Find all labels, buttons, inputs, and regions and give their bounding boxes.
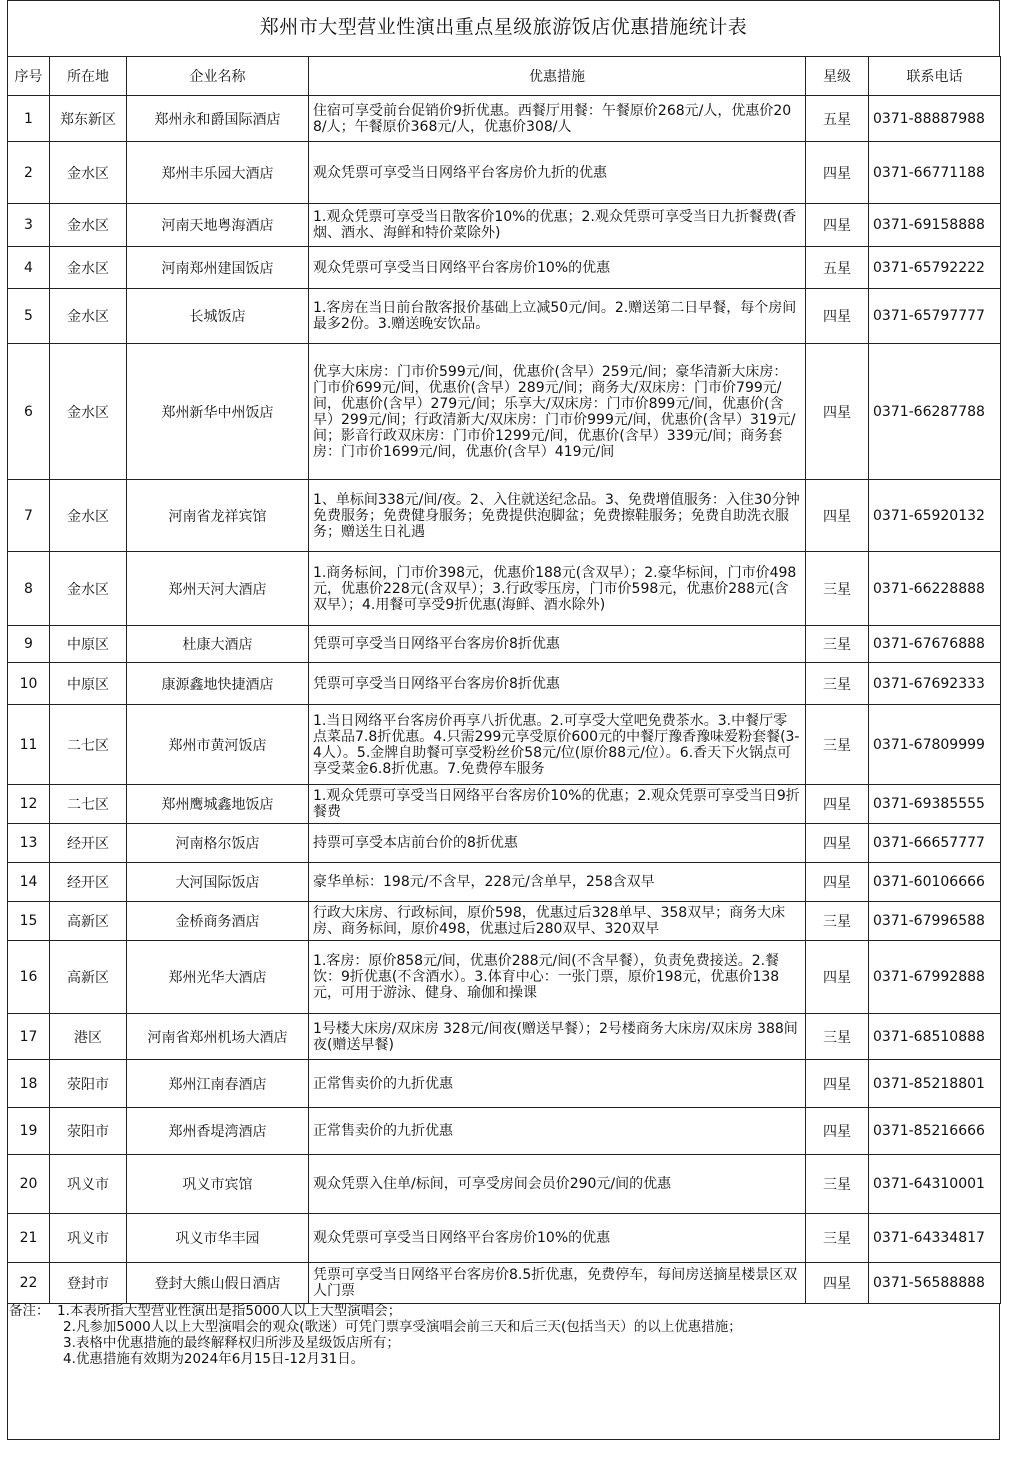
row-hotel-name: 长城饭店 — [127, 289, 309, 344]
table-row — [8, 289, 1001, 344]
row-star-rating: 三星 — [806, 626, 869, 663]
row-offer: 1、单标间338元/间/夜。2、入住就送纪念品。3、免费增值服务：入住30分钟免费服务；免费健身服务；免费提供泡脚盆；免费擦鞋服务；免费自助洗衣服务；赠送生日礼遇 — [309, 480, 806, 552]
row-hotel-name: 大河国际饭店 — [127, 863, 309, 902]
row-offer: 优享大床房：门市价599元/间，优惠价(含早）259元/间；豪华清新大床房：门市价699元/间，优惠价(含早）289元/间；商务大/双床房：门市价799元/间，优惠价(含早）279元/间；乐享大/双床房：门市价899元/间，优惠价(含早）299元/间；行政清新大/双床房：门市价999元/间，优惠价(含早）319元/间；影音行政双床房：门市价1299元/间，优惠价(含早）339元/间；商务套房：门市价1699元/间，优惠价(含早）419元/间 — [309, 344, 806, 480]
row-star-rating: 三星 — [806, 663, 869, 705]
col-header-area: 所在地 — [50, 57, 127, 96]
row-offer: 凭票可享受当日网络平台客房价8折优惠 — [309, 663, 806, 705]
row-area: 巩义市 — [50, 1155, 127, 1214]
header-row — [8, 57, 1001, 96]
table-row — [8, 863, 1001, 902]
col-header-phone: 联系电话 — [869, 57, 1001, 96]
table-row — [8, 1263, 1001, 1304]
row-area: 高新区 — [50, 941, 127, 1014]
table-row — [8, 204, 1001, 247]
row-hotel-name: 河南省郑州机场大酒店 — [127, 1014, 309, 1060]
row-star-rating: 四星 — [806, 480, 869, 552]
row-offer: 豪华单标：198元/不含早，228元/含单早，258含双早 — [309, 863, 806, 902]
row-phone: 0371-65797777 — [869, 289, 1001, 344]
row-star-rating: 四星 — [806, 863, 869, 902]
row-phone: 0371-65920132 — [869, 480, 1001, 552]
row-number: 21 — [8, 1214, 50, 1263]
row-phone: 0371-64334817 — [869, 1214, 1001, 1263]
row-star-rating: 三星 — [806, 1014, 869, 1060]
row-area: 金水区 — [50, 142, 127, 204]
row-area: 二七区 — [50, 785, 127, 824]
row-number: 22 — [8, 1263, 50, 1304]
table-row — [8, 552, 1001, 626]
row-offer: 1.观众凭票可享受当日网络平台客房价10%的优惠；2.观众凭票可享受当日9折餐费 — [309, 785, 806, 824]
table-row — [8, 902, 1001, 941]
row-hotel-name: 郑州新华中州饭店 — [127, 344, 309, 480]
row-number: 9 — [8, 626, 50, 663]
row-star-rating: 四星 — [806, 1263, 869, 1304]
row-offer: 观众凭票可享受当日网络平台客房价10%的优惠 — [309, 247, 806, 289]
row-area: 金水区 — [50, 344, 127, 480]
row-offer: 1.客房在当日前台散客报价基础上立减50元/间。2.赠送第二日早餐，每个房间最多2份。3.赠送晚安饮品。 — [309, 289, 806, 344]
row-number: 10 — [8, 663, 50, 705]
row-offer: 凭票可享受当日网络平台客房价8.5折优惠，免费停车，每间房送摘星楼景区双人门票 — [309, 1263, 806, 1304]
row-hotel-name: 登封大熊山假日酒店 — [127, 1263, 309, 1304]
row-phone: 0371-67992888 — [869, 941, 1001, 1014]
row-phone: 0371-85216666 — [869, 1108, 1001, 1155]
row-area: 金水区 — [50, 204, 127, 247]
row-offer: 凭票可享受当日网络平台客房价8折优惠 — [309, 626, 806, 663]
table-row — [8, 480, 1001, 552]
table-row — [8, 142, 1001, 204]
row-area: 中原区 — [50, 663, 127, 705]
row-number: 13 — [8, 824, 50, 863]
row-hotel-name: 河南郑州建国饭店 — [127, 247, 309, 289]
row-number: 14 — [8, 863, 50, 902]
row-area: 金水区 — [50, 552, 127, 626]
row-star-rating: 四星 — [806, 1108, 869, 1155]
row-phone: 0371-65792222 — [869, 247, 1001, 289]
row-number: 12 — [8, 785, 50, 824]
row-offer: 1.观众凭票可享受当日散客价10%的优惠；2.观众凭票可享受当日九折餐费(香烟、酒水、海鲜和特价菜除外) — [309, 204, 806, 247]
table-row — [8, 626, 1001, 663]
row-offer: 观众凭票可享受当日网络平台客房价九折的优惠 — [309, 142, 806, 204]
row-area: 巩义市 — [50, 1214, 127, 1263]
remark-line-1: 1.本表所指大型营业性演出是指5000人以上大型演唱会； — [57, 1303, 402, 1319]
spreadsheet — [7, 0, 1000, 1440]
table-row — [8, 1214, 1001, 1263]
row-offer: 正常售卖价的九折优惠 — [309, 1060, 806, 1108]
row-number: 3 — [8, 204, 50, 247]
row-phone: 0371-67996588 — [869, 902, 1001, 941]
row-hotel-name: 河南省龙祥宾馆 — [127, 480, 309, 552]
row-number: 11 — [8, 705, 50, 785]
table-row — [8, 1060, 1001, 1108]
row-star-rating: 四星 — [806, 1060, 869, 1108]
remark-line-2: 2.凡参加5000人以上大型演唱会的观众(歌迷）可凭门票享受演唱会前三天和后三天(包括当天）的以上优惠措施； — [63, 1319, 742, 1335]
row-phone: 0371-66771188 — [869, 142, 1001, 204]
row-number: 4 — [8, 247, 50, 289]
row-star-rating: 四星 — [806, 289, 869, 344]
remarks — [7, 1303, 1000, 1440]
col-header-star: 星级 — [806, 57, 869, 96]
row-hotel-name: 郑州永和爵国际酒店 — [127, 96, 309, 142]
row-star-rating: 五星 — [806, 247, 869, 289]
row-hotel-name: 金桥商务酒店 — [127, 902, 309, 941]
row-offer: 观众凭票可享受当日网络平台客房价10%的优惠 — [309, 1214, 806, 1263]
row-offer: 1.客房：原价858元/间，优惠价288元/间(不含早餐），负责免费接送。2.餐饮：9折优惠(不含酒水）。3.体育中心：一张门票，原价198元，优惠价138元，可用于游泳、健身、瑜伽和操课 — [309, 941, 806, 1014]
row-star-rating: 五星 — [806, 96, 869, 142]
row-area: 经开区 — [50, 863, 127, 902]
row-number: 1 — [8, 96, 50, 142]
row-star-rating: 四星 — [806, 142, 869, 204]
row-number: 5 — [8, 289, 50, 344]
row-offer: 持票可享受本店前台价的8折优惠 — [309, 824, 806, 863]
row-number: 20 — [8, 1155, 50, 1214]
row-hotel-name: 康源鑫地快捷酒店 — [127, 663, 309, 705]
table-row — [8, 1014, 1001, 1060]
row-star-rating: 四星 — [806, 941, 869, 1014]
row-area: 郑东新区 — [50, 96, 127, 142]
col-header-no: 序号 — [8, 57, 50, 96]
row-area: 荥阳市 — [50, 1108, 127, 1155]
row-star-rating: 三星 — [806, 1214, 869, 1263]
table-row — [8, 1108, 1001, 1155]
row-area: 中原区 — [50, 626, 127, 663]
row-number: 19 — [8, 1108, 50, 1155]
row-area: 港区 — [50, 1014, 127, 1060]
row-area: 经开区 — [50, 824, 127, 863]
row-phone: 0371-68510888 — [869, 1014, 1001, 1060]
row-offer: 行政大床房、行政标间，原价598，优惠过后328单早、358双早；商务大床房、商务标间，原价498，优惠过后280双早、320双早 — [309, 902, 806, 941]
table-row — [8, 824, 1001, 863]
row-hotel-name: 杜康大酒店 — [127, 626, 309, 663]
row-star-rating: 三星 — [806, 705, 869, 785]
row-hotel-name: 郑州光华大酒店 — [127, 941, 309, 1014]
row-phone: 0371-66657777 — [869, 824, 1001, 863]
row-hotel-name: 郑州江南春酒店 — [127, 1060, 309, 1108]
row-phone: 0371-69385555 — [869, 785, 1001, 824]
row-phone: 0371-67676888 — [869, 626, 1001, 663]
row-phone: 0371-56588888 — [869, 1263, 1001, 1304]
row-number: 16 — [8, 941, 50, 1014]
table-row — [8, 96, 1001, 142]
table-body — [8, 96, 1001, 1304]
row-star-rating: 四星 — [806, 785, 869, 824]
row-phone: 0371-67692333 — [869, 663, 1001, 705]
row-offer: 住宿可享受前台促销价9折优惠。西餐厅用餐：午餐原价268元/人，优惠价208/人；午餐原价368元/人，优惠价308/人 — [309, 96, 806, 142]
row-hotel-name: 郑州市黄河饭店 — [127, 705, 309, 785]
offers-table — [7, 56, 1001, 1304]
table-title: 郑州市大型营业性演出重点星级旅游饭店优惠措施统计表 — [7, 0, 1000, 56]
row-hotel-name: 巩义市华丰园 — [127, 1214, 309, 1263]
row-number: 2 — [8, 142, 50, 204]
row-number: 7 — [8, 480, 50, 552]
table-row — [8, 1155, 1001, 1214]
row-phone: 0371-64310001 — [869, 1155, 1001, 1214]
row-hotel-name: 郑州香堤湾酒店 — [127, 1108, 309, 1155]
col-header-offer: 优惠措施 — [309, 57, 806, 96]
row-number: 8 — [8, 552, 50, 626]
table-row — [8, 785, 1001, 824]
row-number: 6 — [8, 344, 50, 480]
row-phone: 0371-88887988 — [869, 96, 1001, 142]
row-hotel-name: 郑州天河大酒店 — [127, 552, 309, 626]
remarks-label: 备注： — [9, 1303, 50, 1319]
row-phone: 0371-69158888 — [869, 204, 1001, 247]
row-area: 二七区 — [50, 705, 127, 785]
row-phone: 0371-67809999 — [869, 705, 1001, 785]
row-area: 登封市 — [50, 1263, 127, 1304]
row-hotel-name: 郑州鹰城鑫地饭店 — [127, 785, 309, 824]
row-phone: 0371-66287788 — [869, 344, 1001, 480]
remark-line-3: 3.表格中优惠措施的最终解释权归所涉及星级饭店所有； — [63, 1335, 400, 1351]
row-phone: 0371-66228888 — [869, 552, 1001, 626]
remark-line-4: 4.优惠措施有效期为2024年6月15日-12月31日。 — [63, 1351, 365, 1367]
row-star-rating: 三星 — [806, 552, 869, 626]
table-row — [8, 344, 1001, 480]
row-number: 18 — [8, 1060, 50, 1108]
row-star-rating: 三星 — [806, 1155, 869, 1214]
row-hotel-name: 河南格尔饭店 — [127, 824, 309, 863]
row-phone: 0371-85218801 — [869, 1060, 1001, 1108]
row-area: 高新区 — [50, 902, 127, 941]
row-hotel-name: 郑州丰乐园大酒店 — [127, 142, 309, 204]
row-area: 金水区 — [50, 289, 127, 344]
row-number: 17 — [8, 1014, 50, 1060]
row-area: 荥阳市 — [50, 1060, 127, 1108]
table-row — [8, 663, 1001, 705]
row-area: 金水区 — [50, 247, 127, 289]
row-offer: 正常售卖价的九折优惠 — [309, 1108, 806, 1155]
table-row — [8, 705, 1001, 785]
row-offer: 1.当日网络平台客房价再享八折优惠。2.可享受大堂吧免费茶水。3.中餐厅零点菜品7.8折优惠。4.只需299元享受原价600元的中餐厅豫香豫味爱粉套餐(3-4人）。5.金牌自助餐可享受粉丝价58元/位(原价88元/位）。6.香天下火锅点可享受菜金6.8折优惠。7.免费停车服务 — [309, 705, 806, 785]
row-phone: 0371-60106666 — [869, 863, 1001, 902]
row-offer: 1号楼大床房/双床房 328元/间夜(赠送早餐）；2号楼商务大床房/双床房 388间夜(赠送早餐) — [309, 1014, 806, 1060]
row-star-rating: 四星 — [806, 824, 869, 863]
row-offer: 观众凭票入住单/标间，可享受房间会员价290元/间的优惠 — [309, 1155, 806, 1214]
row-hotel-name: 河南天地粤海酒店 — [127, 204, 309, 247]
row-star-rating: 四星 — [806, 344, 869, 480]
table-row — [8, 247, 1001, 289]
row-area: 金水区 — [50, 480, 127, 552]
col-header-name: 企业名称 — [127, 57, 309, 96]
row-star-rating: 三星 — [806, 902, 869, 941]
row-hotel-name: 巩义市宾馆 — [127, 1155, 309, 1214]
row-number: 15 — [8, 902, 50, 941]
row-star-rating: 四星 — [806, 204, 869, 247]
table-row — [8, 941, 1001, 1014]
row-offer: 1.商务标间，门市价398元，优惠价188元(含双早）；2.豪华标间，门市价498元，优惠价228元(含双早）；3.行政零压房，门市价598元，优惠价288元(含双早）；4.用餐可享受9折优惠(海鲜、酒水除外) — [309, 552, 806, 626]
